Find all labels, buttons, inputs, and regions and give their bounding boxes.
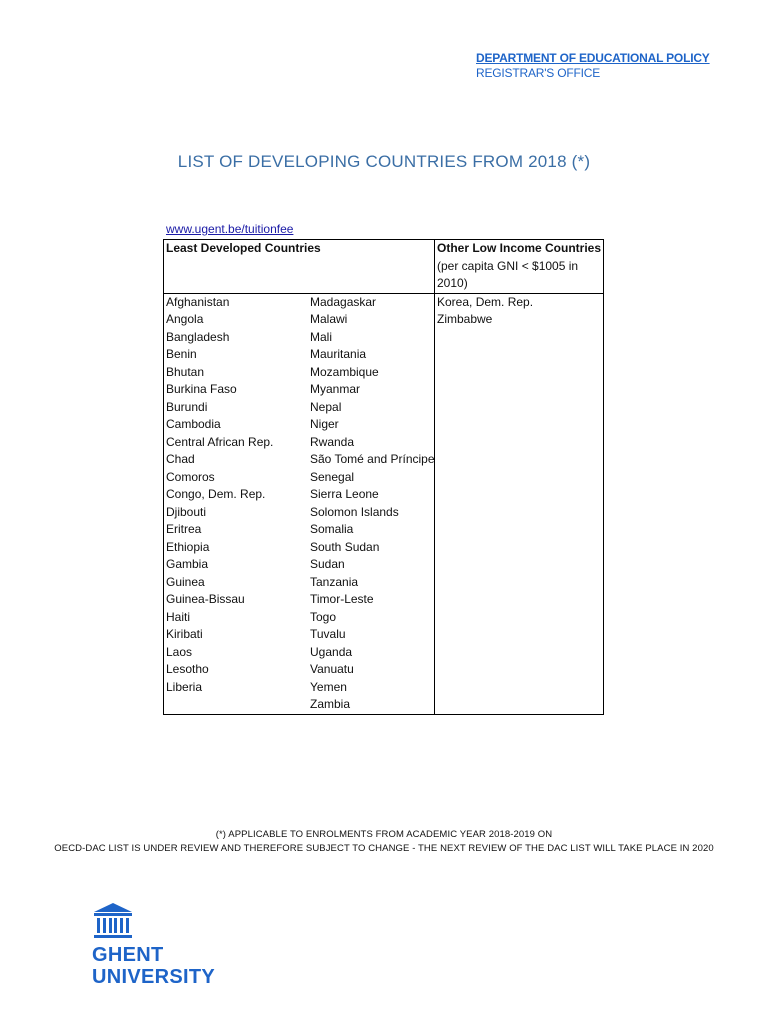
country-item: Bangladesh	[166, 329, 230, 344]
country-item: Vanuatu	[310, 662, 354, 676]
country-item: Gambia	[166, 557, 209, 571]
country-item: Myanmar	[310, 382, 361, 396]
country-item: Tanzania	[310, 574, 359, 589]
office-name: REGISTRAR'S OFFICE	[476, 66, 601, 80]
olic-header-cell	[435, 240, 604, 294]
country-item: Uganda	[310, 644, 353, 659]
country-item: Ethiopia	[166, 539, 210, 554]
ghent-university-logo	[92, 902, 215, 988]
country-item: Central African Rep.	[166, 434, 274, 449]
country-item: South Sudan	[310, 539, 380, 554]
logo-text-university: UNIVERSITY	[92, 966, 216, 988]
olic-header: Other Low Income Countries	[437, 241, 602, 255]
country-item: Comoros	[166, 469, 215, 484]
country-item: Cambodia	[166, 417, 221, 431]
country-item: Burundi	[166, 399, 208, 414]
olic-subheader: (per capita GNI < $1005 in 2010)	[437, 258, 579, 290]
ldc-header: Least Developed Countries	[166, 241, 321, 255]
country-item: Laos	[166, 644, 193, 659]
country-item: Chad	[166, 452, 195, 466]
country-item: Bhutan	[166, 364, 205, 379]
country-item: Mozambique	[310, 364, 379, 379]
country-item: Eritrea	[166, 522, 202, 536]
country-item: Zimbabwe	[437, 312, 493, 326]
page-title: LIST OF DEVELOPING COUNTRIES FROM 2018 (*)	[177, 152, 591, 171]
country-item: Tuvalu	[310, 627, 346, 641]
country-item: Guinea	[166, 574, 205, 589]
logo-text-ghent: GHENT	[92, 944, 164, 966]
country-item: Guinea-Bissau	[166, 592, 245, 606]
country-item: Sudan	[310, 557, 345, 571]
country-item: Burkina Faso	[166, 382, 237, 396]
country-item: Niger	[310, 417, 339, 431]
ldc-header-cell	[164, 240, 435, 294]
country-item: Liberia	[166, 679, 203, 694]
country-item: Nepal	[310, 399, 342, 414]
ldc-list-cell	[164, 293, 435, 714]
footnote-line-2: OECD-DAC LIST IS UNDER REVIEW AND THEREFORE SUBJECT TO CHANGE - THE NEXT REVIEW OF THE DAC LIST WILL TAKE PLACE IN 2020	[54, 843, 714, 854]
country-item: Mauritania	[310, 347, 367, 361]
country-item: Lesotho	[166, 662, 209, 676]
tuition-fee-link[interactable]: www.ugent.be/tuitionfee	[166, 222, 294, 236]
country-item: Angola	[166, 312, 204, 326]
country-item: Afghanistan	[166, 294, 230, 309]
country-item: Kiribati	[166, 627, 203, 641]
ldc-column-2	[310, 294, 435, 714]
country-item: Yemen	[310, 679, 347, 694]
country-item: Solomon Islands	[310, 504, 399, 519]
country-item: Zambia	[310, 697, 351, 711]
country-item: Benin	[166, 347, 197, 361]
country-item: Sierra Leone	[310, 487, 379, 501]
country-item: Haiti	[166, 609, 191, 624]
country-item: Rwanda	[310, 434, 355, 449]
country-item: São Tomé and Príncipe	[310, 452, 435, 466]
country-item: Malawi	[310, 312, 348, 326]
country-item: Timor-Leste	[310, 592, 374, 606]
country-item: Congo, Dem. Rep.	[166, 487, 266, 501]
olic-column	[437, 294, 601, 329]
country-item: Senegal	[310, 469, 355, 484]
ldc-column-1	[166, 294, 310, 714]
country-item: Korea, Dem. Rep.	[437, 294, 534, 309]
country-item: Mali	[310, 329, 333, 344]
countries-table	[163, 239, 604, 715]
university-building-icon	[92, 902, 134, 940]
department-name[interactable]: DEPARTMENT OF EDUCATIONAL POLICY	[476, 51, 710, 65]
department-header	[476, 51, 710, 81]
olic-list-cell	[435, 293, 604, 714]
country-item: Djibouti	[166, 504, 207, 519]
country-item: Somalia	[310, 522, 354, 536]
footnote-line-1: (*) APPLICABLE TO ENROLMENTS FROM ACADEMIC YEAR 2018-2019 ON	[215, 829, 553, 840]
country-item: Madagaskar	[310, 294, 377, 309]
country-item: Togo	[310, 609, 337, 624]
